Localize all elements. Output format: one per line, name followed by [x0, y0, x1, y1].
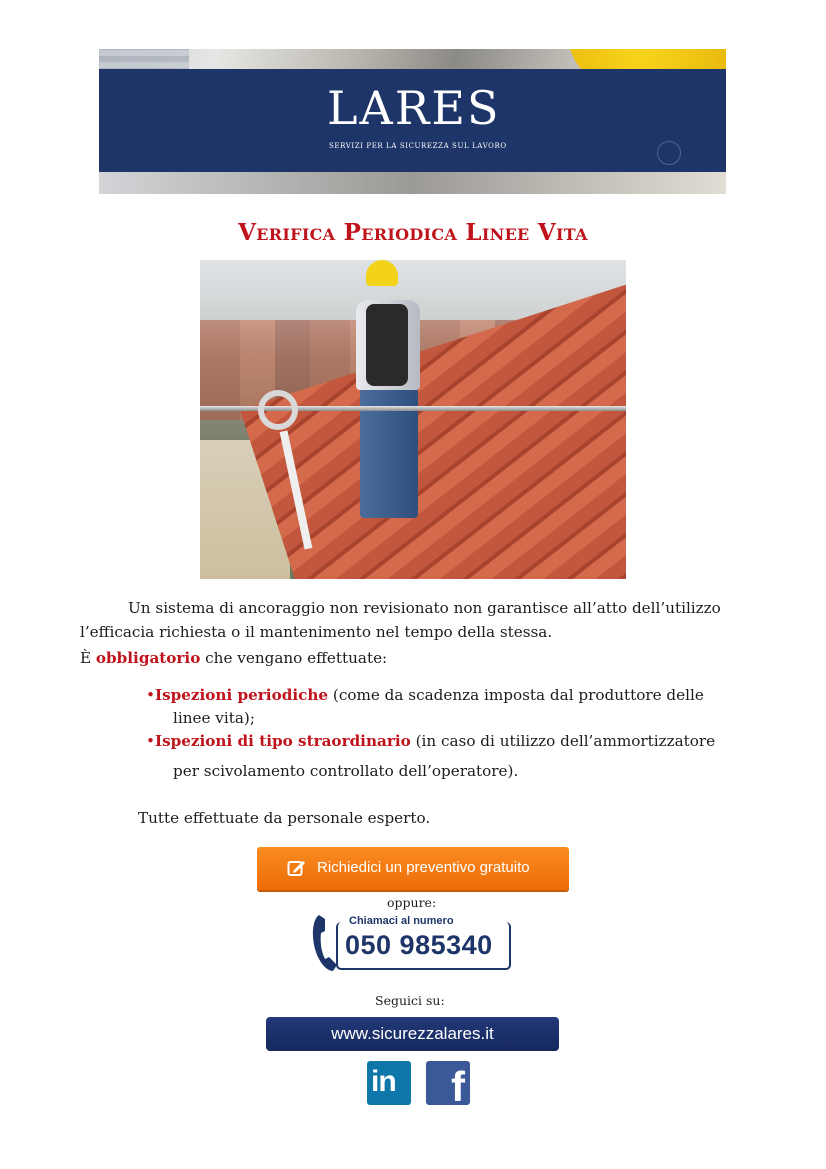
photo-worker-helmet [366, 260, 398, 286]
obligation-prefix: È [80, 649, 96, 667]
linkedin-glyph: in [371, 1065, 396, 1098]
bullet-bold: Ispezioni periodiche [154, 686, 329, 704]
hero-photo [200, 260, 626, 579]
header-banner [99, 49, 726, 194]
photo-roof [240, 260, 626, 579]
bullet-continuation: per scivolamento controllato dell’operatore). [173, 762, 519, 780]
photo-worker-harness [366, 304, 408, 386]
banner-bottom [99, 172, 726, 194]
facebook-glyph: f [451, 1063, 465, 1110]
bullet-icon: • [146, 686, 155, 704]
list-item [146, 729, 715, 753]
request-quote-button[interactable] [257, 847, 569, 890]
banner-dial-icon [657, 141, 681, 165]
photo-anchor [258, 390, 298, 430]
edit-icon [287, 858, 307, 878]
closing-line: Tutte effettuate da personale esperto. [138, 809, 431, 827]
list-item [146, 683, 704, 707]
brand-logo: LARES [327, 81, 501, 135]
website-link[interactable]: www.sicurezzalares.it [266, 1017, 559, 1051]
phone-label: Chiamaci al numero [345, 915, 458, 927]
follow-text: Seguici su: [375, 993, 445, 1008]
page-title: Verifica Periodica Linee Vita [238, 219, 588, 246]
obligation-line [80, 646, 387, 670]
bullet-text: (in caso di utilizzo dell’ammortizzatore [410, 732, 716, 750]
bullet-bold: Ispezioni di tipo straordinario [154, 732, 411, 750]
brand-tagline: SERVIZI PER LA SICUREZZA SUL LAVORO [329, 142, 507, 150]
facebook-icon[interactable] [426, 1061, 470, 1110]
intro-line-1: Un sistema di ancoraggio non revisionato non garantisce all’atto dell’utilizzo [128, 599, 721, 617]
intro-line-2: l’efficacia richiesta o il mantenimento nel tempo della stessa. [80, 623, 553, 641]
oppure-text: oppure: [387, 895, 437, 910]
bullet-icon: • [146, 732, 155, 750]
obligation-bold: obbligatorio [95, 649, 201, 667]
bullet-continuation: linee vita); [173, 709, 255, 727]
linkedin-icon[interactable] [367, 1061, 411, 1105]
obligation-suffix: che vengano effettuate: [200, 649, 388, 667]
phone-number[interactable]: 050 985340 [345, 930, 493, 960]
request-quote-label: Richiedici un preventivo gratuito [317, 859, 530, 876]
bullet-text: (come da scadenza imposta dal produttore delle [328, 686, 704, 704]
